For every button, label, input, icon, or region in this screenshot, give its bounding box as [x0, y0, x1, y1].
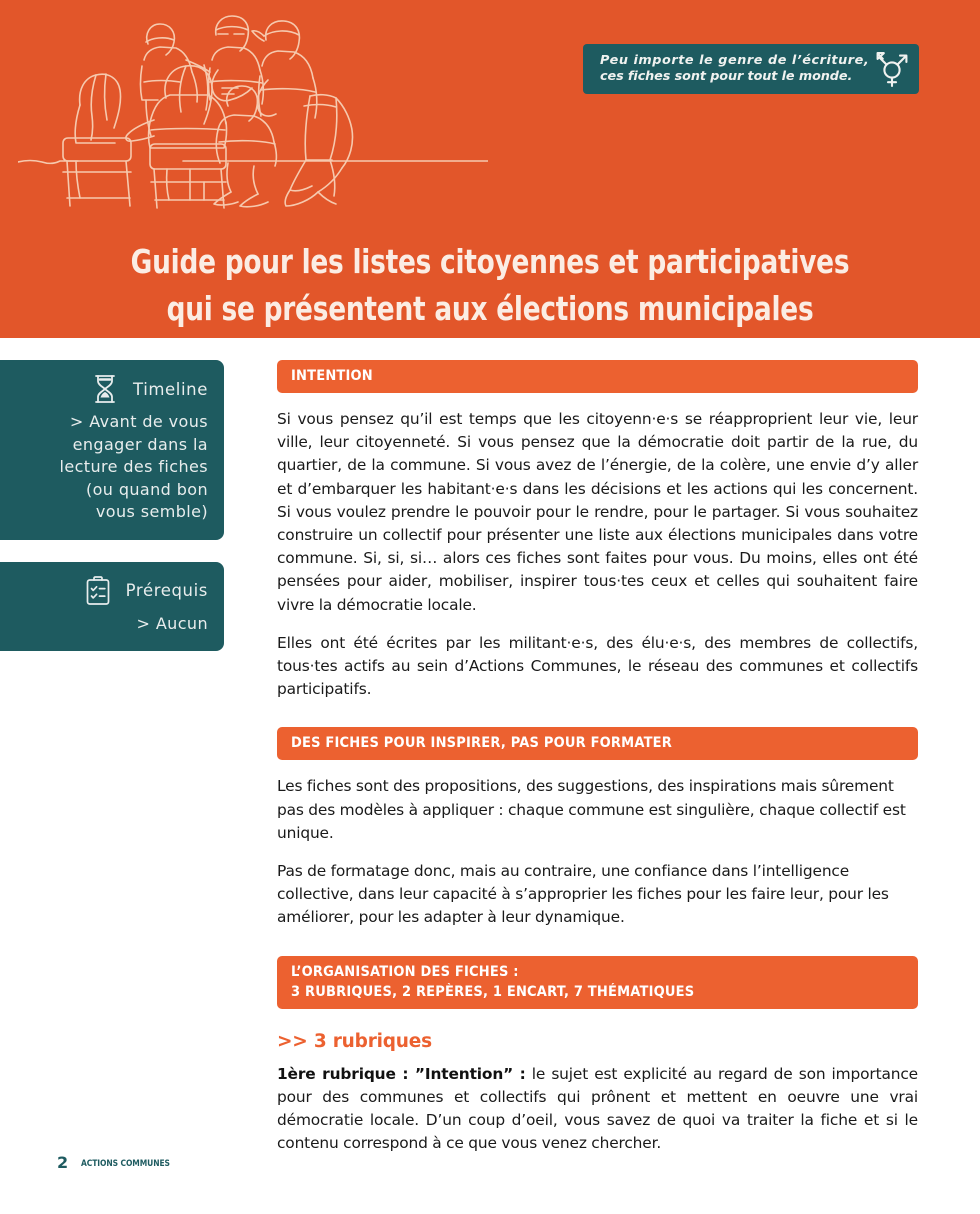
gender-banner-line-1: Peu importe le genre de l’écriture, [600, 52, 870, 68]
intention-paragraph-1: Si vous pensez qu’il est temps que les citoyenn·e·s se réapproprient leur vie, leur ville, leur citoyenneté. Si vous pensez que la démocratie doit partir de la rue, du quartier, de la commune. Si vous avez de l’énergie, de la colère, une envie d’y aller et d’embarquer les habitant·e·s dans les décisions et les actions qui les concernent. Si vous voulez prendre le pouvoir pour le rendre, pour le partager. Si vous souhaitez construire un collectif pour présenter une liste aux élections municipales dans votre commune. Si, si, si… alors ces fiches sont faites pour vous. Du moins, elles ont été pensées pour aider, mobiliser, inspirer tous·tes ceux et celles qui souhaitent faire vivre la démocratie locale. [277, 410, 918, 614]
spacer [277, 760, 918, 775]
gender-inclusivity-banner [583, 44, 919, 94]
timeline-line-1: > Avant de vous [69, 412, 208, 431]
main-content [277, 360, 918, 1155]
timeline-line-2: engager dans la [72, 434, 208, 454]
section-bar-organisation-line-1: L’ORGANISATION DES FICHES : [291, 963, 519, 980]
sidebar-card-prerequis-head [16, 575, 208, 607]
prerequis-line-1: > Aucun [136, 613, 208, 633]
sidebar-card-timeline-title: Timeline [133, 379, 208, 399]
section-bar-intention [277, 360, 918, 393]
hero-banner [0, 0, 980, 338]
spacer [277, 701, 918, 727]
section-bar-inspirer-line-1: DES FICHES POUR INSPIRER, PAS POUR FORMATER [291, 735, 673, 752]
subheading-3-rubriques: >> 3 rubriques [277, 1030, 432, 1052]
footer-brand: ACTIONS COMMUNES [81, 1159, 171, 1169]
timeline-line-5: vous semble) [95, 502, 208, 521]
sidebar-card-prerequis [0, 562, 224, 652]
sidebar-card-prerequis-title: Prérequis [125, 581, 208, 600]
inspirer-paragraph-2: Pas de formatage donc, mais au contraire, une confiance dans l’intelligence collective, dans leur capacité à s’approprier les fiches pour les faire leur, pour les améliorer, pour les adapter à leur dynamique. [277, 862, 889, 927]
sidebar-card-prerequis-body [16, 613, 208, 636]
page-number: 2 [57, 1153, 69, 1172]
intention-paragraph-2: Elles ont été écrites par les militant·e·s, des élu·e·s, des membres de collectifs, tous·tes actifs au sein d’Actions Communes, le réseau des communes et collectifs participatifs. [277, 633, 918, 699]
inspirer-paragraph-1: Les fiches sont des propositions, des suggestions, des inspirations mais sûrement pas des modèles à appliquer : chaque commune est singulière, chaque collectif est unique. [277, 777, 906, 842]
timeline-line-4: (ou quand bon [85, 479, 208, 499]
sidebar-card-timeline-body [16, 411, 208, 524]
page-title-line-2: qui se présentent aux élections municipales [166, 289, 814, 329]
sidebar-card-timeline-head [16, 373, 208, 405]
section-bar-organisation-line-2: 3 RUBRIQUES, 2 REPÈRES, 1 ENCART, 7 THÉMATIQUES [291, 983, 695, 1000]
section-bar-inspirer [277, 727, 918, 760]
rubrique-1-text: le sujet est explicité au regard de son importance pour des communes et collectifs qui prônent et mettent en oeuvre une vrai démocratie locale. D’un coup d’oeil, vous savez de quoi va traiter la fiche et si le contenu correspond à ce que vous venez chercher. [277, 1064, 918, 1153]
timeline-line-3: lecture des fiches [59, 457, 208, 476]
hourglass-icon [90, 373, 120, 405]
page-footer [57, 1155, 182, 1171]
gender-banner-text [600, 53, 869, 86]
group-meeting-line-drawing [18, 10, 488, 210]
sidebar-card-timeline [0, 360, 224, 540]
spacer [277, 930, 918, 956]
spacer [277, 393, 918, 408]
sidebar [0, 360, 224, 651]
clipboard-checklist-icon [83, 575, 113, 607]
rubrique-1-paragraph [277, 1063, 918, 1156]
page-title-line-1: Guide pour les listes citoyennes et participatives [130, 242, 850, 282]
section-bar-organisation [277, 956, 918, 1009]
section-bar-intention-line-1: INTENTION [291, 368, 373, 384]
rubrique-1-lead-in: 1ère rubrique : ”Intention” : [277, 1064, 526, 1083]
gender-banner-line-2: ces fiches sont pour tout le monde. [600, 69, 853, 84]
transgender-symbol-icon [875, 50, 909, 88]
page-title [130, 238, 850, 332]
